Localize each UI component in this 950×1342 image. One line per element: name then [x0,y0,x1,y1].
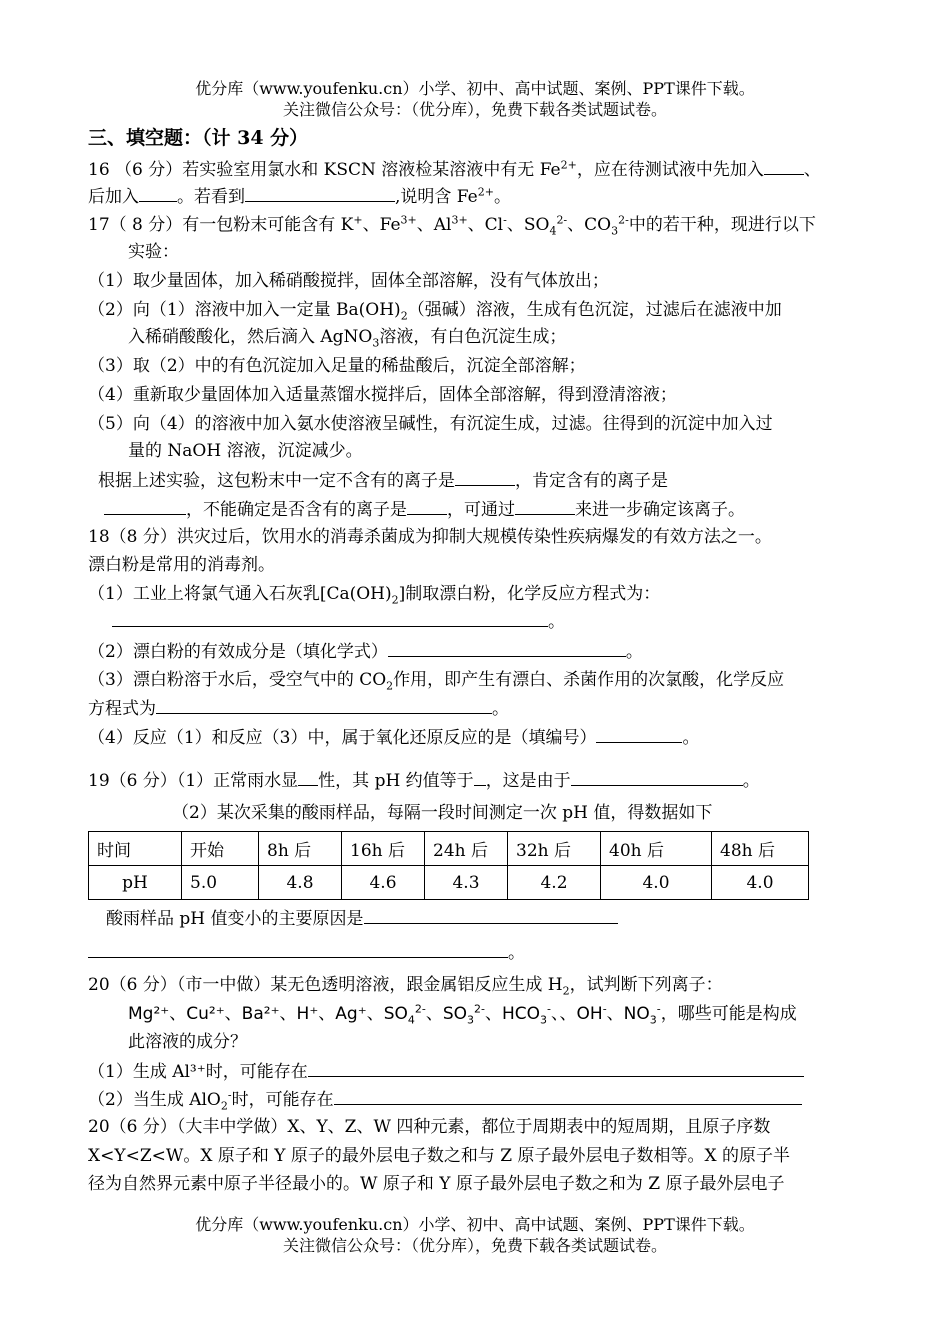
q19-line-3: 酸雨样品 pH 值变小的主要原因是 [106,905,618,932]
q18-part-1-answer: 。 [112,608,565,635]
page-footer [0,1214,950,1256]
q18-blank-4[interactable] [596,724,682,743]
q20a-ions: Mg²⁺、Cu²⁺、Ba²⁺、H⁺、Ag⁺、$SO_4^{2-}$、$SO_3^{2-}$、$HCO_3^-$、、OH-、$NO_3^-$，哪些可能是构成 [128,1002,797,1027]
q17-conclusion-2: ，不能确定是否含有的离子是 ，可通过 来进一步确定该离子。 [104,496,745,523]
q17-step-2-cont: 入稀硝酸酸化，然后滴入 AgNO$_3$溶液，有白色沉淀生成； [128,327,567,350]
header-line-1: 优分库（www.youfenku.cn）小学、初中、高中试题、案例、PPT课件下载。 [195,79,755,98]
q17-step-2: （2）向（1）溶液中加入一定量 $Ba(OH)_2$（强碱）溶液，生成有色沉淀，过滤后在滤液中加 [88,300,782,323]
q18-blank-1[interactable] [112,608,548,627]
q17-blank-3[interactable] [407,496,447,515]
q18-part-4: （4）反应（1）和反应（3）中，属于氧化还原反应的是（填编号） 。 [88,724,699,751]
q17-conclusion-1: 根据上述实验，这包粉末中一定不含有的离子是 ，肯定含有的离子是 [98,467,668,494]
q17-blank-4[interactable] [515,496,575,515]
table-row [89,866,809,900]
q18-part-3-cont: 方程式为 。 [88,695,509,722]
table-cell: 5.0 [182,866,259,900]
q18-line-2: 漂白粉是常用的消毒剂。 [88,555,275,575]
q16-blank-1[interactable] [764,156,804,175]
footer-line-1: 优分库（www.youfenku.cn）小学、初中、高中试题、案例、PPT课件下载。 [195,1215,755,1234]
table-header-cell: 32h 后 [508,832,601,866]
table-cell: 4.6 [342,866,425,900]
q19-line-2: （2）某次采集的酸雨样品，每隔一段时间测定一次 pH 值，得数据如下 [172,803,713,823]
q19-blank-3[interactable] [571,767,743,786]
q16-blank-3[interactable] [245,183,395,202]
table-header-cell: 40h 后 [601,832,712,866]
table-cell: pH [89,866,182,900]
table-cell: 4.0 [712,866,809,900]
q17-step-3: （3）取（2）中的有色沉淀加入足量的稀盐酸后，沉淀全部溶解； [88,356,586,376]
q17-step-5-cont: 量的 NaOH 溶液，沉淀减少。 [128,441,363,461]
table-cell: 4.8 [259,866,342,900]
q19-blank-5[interactable] [88,939,508,958]
q20b-line-1: 20（6 分）（大丰中学做）X、Y、Z、W 四种元素，都位于周期表中的短周期，且原子序数 [88,1117,771,1137]
q20b-line-3: 径为自然界元素中原子半径最小的。W 原子和 Y 原子最外层电子数之和为 Z 原子最外层电子 [88,1174,785,1194]
q17-blank-1[interactable] [455,467,515,486]
q20a-line-3: 此溶液的成分？ [128,1032,247,1052]
q19-line-4: 。 [88,939,525,966]
table-header-cell: 48h 后 [712,832,809,866]
q16-blank-2[interactable] [139,183,177,202]
q20a-part-1: （1）生成 Al³⁺时，可能存在 [88,1058,804,1085]
q18-part-3: （3）漂白粉溶于水后，受空气中的 $CO_2$作用，即产生有漂白、杀菌作用的次氯酸，化学反应 [88,670,785,693]
table-header-cell: 16h 后 [342,832,425,866]
q20a-blank-2[interactable] [334,1086,802,1105]
header-line-2: 关注微信公众号：（优分库），免费下载各类试题试卷。 [282,100,667,119]
q16-line-1: 16 （6 分）若实验室用氯水和 KSCN 溶液检某溶液中有无 $Fe^{2+}$，应在待测试液中先加入 、 [88,156,821,183]
table-cell: 4.3 [425,866,508,900]
table-header-cell: 8h 后 [259,832,342,866]
q19-blank-4[interactable] [364,905,618,924]
q17-blank-2[interactable] [104,496,186,515]
q20b-line-2: X<Y<Z<W。X 原子和 Y 原子的最外层电子数之和与 Z 原子最外层电子数相等。X 的原子半 [88,1146,791,1166]
q17-line-2: 实验： [128,242,179,262]
q20a-line-1: 20（6 分）（市一中做）某无色透明溶液，跟金属铝反应生成 $H_2$，试判断下列离子： [88,975,723,998]
q17-step-4: （4）重新取少量固体加入适量蒸馏水搅拌后，固体全部溶解，得到澄清溶液； [88,385,677,405]
q18-blank-3[interactable] [156,695,492,714]
q17-line-1: 17（ 8 分）有一包粉末可能含有 K+、$Fe^{3+}$、$Al^{3+}$、Cl-、$SO_4^{2-}$、$CO_3^{2-}$中的若干种，现进行以下 [88,213,816,238]
table-cell: 4.2 [508,866,601,900]
q17-step-5: （5）向（4）的溶液中加入氨水使溶液呈碱性，有沉淀生成，过滤。往得到的沉淀中加入过 [88,414,773,434]
q18-line-1: 18（8 分）洪灾过后，饮用水的消毒杀菌成为抑制大规模传染性疾病爆发的有效方法之一。 [88,527,772,547]
q20a-part-2: （2）当生成 AlO$_2$-时，可能存在 [88,1086,802,1113]
footer-line-2: 关注微信公众号：（优分库），免费下载各类试题试卷。 [282,1236,667,1255]
q18-blank-2[interactable] [388,638,626,657]
q19-blank-2[interactable] [474,767,486,786]
q16-line-2: 后加入 。若看到 ,说明含 $Fe^{2+}$。 [88,183,511,210]
table-header-cell: 开始 [182,832,259,866]
ph-data-table [88,831,809,900]
q20a-blank-1[interactable] [308,1058,804,1077]
q19-blank-1[interactable] [298,767,318,786]
table-header-row [89,832,809,866]
q18-part-2: （2）漂白粉的有效成分是（填化学式） 。 [88,638,643,665]
section-title: 三、填空题：（计 34 分） [88,127,309,149]
q19-line-1: 19（6 分）（1）正常雨水显 性，其 pH 约值等于 ，这是由于 。 [88,767,760,794]
table-header-cell: 时间 [89,832,182,866]
q18-part-1: （1）工业上将氯气通入石灰乳$[Ca(OH)_2]$制取漂白粉，化学反应方程式为： [88,584,661,607]
table-cell: 4.0 [601,866,712,900]
table-header-cell: 24h 后 [425,832,508,866]
page-header [0,78,950,120]
q17-step-1: （1）取少量固体，加入稀硝酸搅拌，固体全部溶解，没有气体放出； [88,271,609,291]
